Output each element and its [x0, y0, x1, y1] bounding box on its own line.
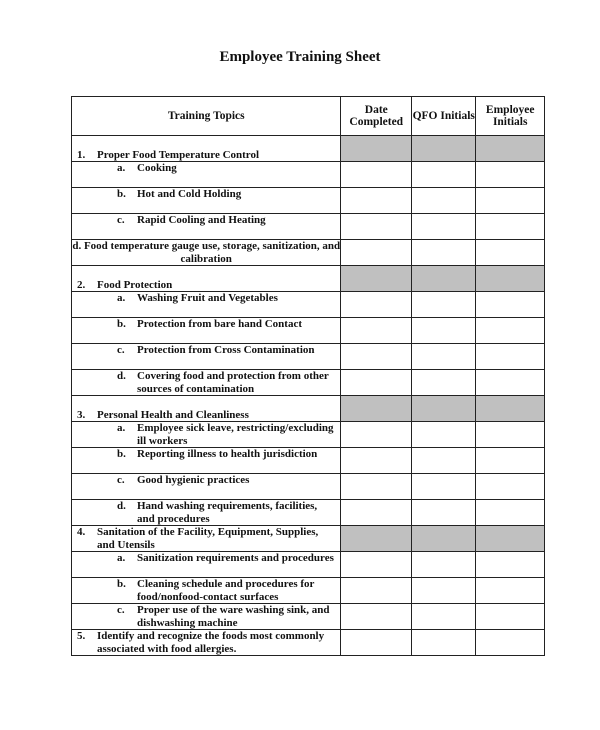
- table-row: [72, 448, 545, 474]
- topic-number: b.: [117, 188, 126, 200]
- topic-text: Identify and recognize the foods most commonly associated with food allergies.: [97, 630, 325, 655]
- topic-cell: [72, 370, 341, 396]
- topic-number: 5.: [77, 630, 86, 642]
- table-row: [72, 188, 545, 214]
- qfo-initials-cell[interactable]: [412, 292, 476, 318]
- date-completed-cell[interactable]: [341, 240, 412, 266]
- date-completed-cell: [341, 266, 412, 292]
- qfo-initials-cell[interactable]: [412, 214, 476, 240]
- topic-text: Personal Health and Cleanliness: [97, 408, 249, 421]
- header-employee-initials: Employee Initials: [476, 97, 545, 136]
- topic-number: c.: [117, 214, 125, 226]
- topic-cell: [72, 318, 341, 344]
- date-completed-cell[interactable]: [341, 578, 412, 604]
- topic-cell: [72, 604, 341, 630]
- qfo-initials-cell[interactable]: [412, 318, 476, 344]
- topic-text: Washing Fruit and Vegetables: [137, 292, 278, 304]
- table-row: [72, 162, 545, 188]
- table-row: [72, 240, 545, 266]
- date-completed-cell[interactable]: [341, 448, 412, 474]
- topic-number: 2.: [77, 278, 86, 291]
- table-row: [72, 292, 545, 318]
- topic-cell: [72, 162, 341, 188]
- topic-cell: [72, 136, 341, 162]
- date-completed-cell[interactable]: [341, 500, 412, 526]
- topic-number: d.: [117, 370, 126, 382]
- date-completed-cell[interactable]: [341, 552, 412, 578]
- topic-cell: [72, 500, 341, 526]
- header-qfo-initials: QFO Initials: [412, 97, 476, 136]
- date-completed-cell[interactable]: [341, 630, 412, 656]
- date-completed-cell[interactable]: [341, 188, 412, 214]
- topic-text: Protection from bare hand Contact: [137, 318, 302, 330]
- date-completed-cell[interactable]: [341, 292, 412, 318]
- topic-text: Hot and Cold Holding: [137, 188, 242, 200]
- header-training-topics: Training Topics: [72, 97, 341, 136]
- topic-text: Food Protection: [97, 278, 173, 291]
- topic-number: a.: [117, 162, 126, 174]
- topic-cell: [72, 552, 341, 578]
- topic-text: Reporting illness to health jurisdiction: [137, 448, 318, 460]
- employee-initials-cell[interactable]: [476, 422, 545, 448]
- section-row: [72, 136, 545, 162]
- topic-number: b.: [117, 318, 126, 330]
- employee-initials-cell[interactable]: [476, 604, 545, 630]
- section-row: [72, 526, 545, 552]
- topic-number: a.: [117, 292, 126, 304]
- employee-initials-cell[interactable]: [476, 630, 545, 656]
- topic-text: Sanitization requirements and procedures: [137, 552, 334, 564]
- employee-initials-cell: [476, 396, 545, 422]
- topic-text: Cooking: [137, 162, 177, 174]
- section-row: [72, 266, 545, 292]
- topic-cell: [72, 266, 341, 292]
- employee-initials-cell: [476, 136, 545, 162]
- topic-number: 1.: [77, 148, 86, 161]
- employee-initials-cell[interactable]: [476, 500, 545, 526]
- topic-number: c.: [117, 604, 125, 616]
- table-row: [72, 604, 545, 630]
- table-row: [72, 422, 545, 448]
- qfo-initials-cell[interactable]: [412, 370, 476, 396]
- date-completed-cell: [341, 526, 412, 552]
- header-row: [72, 97, 545, 136]
- topic-cell: [72, 422, 341, 448]
- qfo-initials-cell: [412, 266, 476, 292]
- topic-number: a.: [117, 422, 126, 434]
- table-row: [72, 552, 545, 578]
- topic-text: Cleaning schedule and procedures for food/nonfood-contact surfaces: [137, 578, 315, 603]
- topic-cell: [72, 578, 341, 604]
- topic-number: c.: [117, 344, 125, 356]
- qfo-initials-cell[interactable]: [412, 240, 476, 266]
- employee-initials-cell[interactable]: [476, 188, 545, 214]
- topic-text: d. Food temperature gauge use, storage, sanitization, and calibration: [72, 240, 341, 265]
- date-completed-cell[interactable]: [341, 370, 412, 396]
- employee-initials-cell[interactable]: [476, 448, 545, 474]
- topic-number: b.: [117, 448, 126, 460]
- topic-cell: [72, 474, 341, 500]
- employee-initials-cell[interactable]: [476, 474, 545, 500]
- qfo-initials-cell[interactable]: [412, 578, 476, 604]
- header-date-completed: Date Completed: [341, 97, 412, 136]
- section-row: [72, 396, 545, 422]
- table-row: [72, 474, 545, 500]
- employee-initials-cell[interactable]: [476, 344, 545, 370]
- topic-cell: [72, 214, 341, 240]
- table-row: [72, 344, 545, 370]
- employee-initials-cell[interactable]: [476, 370, 545, 396]
- topic-text: Hand washing requirements, facilities, and procedures: [137, 500, 318, 525]
- employee-initials-cell[interactable]: [476, 578, 545, 604]
- date-completed-cell[interactable]: [341, 474, 412, 500]
- employee-initials-cell[interactable]: [476, 292, 545, 318]
- topic-cell: [72, 630, 341, 656]
- qfo-initials-cell[interactable]: [412, 604, 476, 630]
- topic-text: Proper Food Temperature Control: [97, 148, 260, 161]
- qfo-initials-cell[interactable]: [412, 448, 476, 474]
- topic-number: c.: [117, 474, 125, 486]
- table-row: [72, 500, 545, 526]
- table-row: [72, 370, 545, 396]
- topic-text: Employee sick leave, restricting/excluding ill workers: [137, 422, 334, 447]
- topic-cell: [72, 188, 341, 214]
- table-row: [72, 578, 545, 604]
- topic-cell: [72, 526, 341, 552]
- topic-number: 4.: [77, 526, 86, 538]
- topic-cell: [72, 240, 341, 266]
- topic-cell: [72, 344, 341, 370]
- employee-initials-cell: [476, 526, 545, 552]
- topic-cell: [72, 448, 341, 474]
- date-completed-cell: [341, 136, 412, 162]
- qfo-initials-cell[interactable]: [412, 188, 476, 214]
- topic-text: Protection from Cross Contamination: [137, 344, 315, 356]
- table-row: [72, 318, 545, 344]
- qfo-initials-cell: [412, 136, 476, 162]
- table-row: [72, 214, 545, 240]
- employee-initials-cell[interactable]: [476, 552, 545, 578]
- qfo-initials-cell[interactable]: [412, 500, 476, 526]
- date-completed-cell[interactable]: [341, 214, 412, 240]
- table-row: [72, 630, 545, 656]
- qfo-initials-cell[interactable]: [412, 630, 476, 656]
- qfo-initials-cell[interactable]: [412, 162, 476, 188]
- topic-text: Proper use of the ware washing sink, and dishwashing machine: [137, 604, 330, 629]
- qfo-initials-cell[interactable]: [412, 552, 476, 578]
- qfo-initials-cell: [412, 526, 476, 552]
- topic-number: a.: [117, 552, 126, 564]
- date-completed-cell: [341, 396, 412, 422]
- qfo-initials-cell[interactable]: [412, 344, 476, 370]
- topic-text: Covering food and protection from other sources of contamination: [137, 370, 329, 395]
- qfo-initials-cell[interactable]: [412, 422, 476, 448]
- employee-initials-cell: [476, 266, 545, 292]
- date-completed-cell[interactable]: [341, 344, 412, 370]
- date-completed-cell[interactable]: [341, 162, 412, 188]
- topic-number: 3.: [77, 408, 86, 421]
- employee-initials-cell[interactable]: [476, 318, 545, 344]
- qfo-initials-cell[interactable]: [412, 474, 476, 500]
- qfo-initials-cell: [412, 396, 476, 422]
- employee-initials-cell[interactable]: [476, 240, 545, 266]
- date-completed-cell[interactable]: [341, 604, 412, 630]
- training-table: [71, 96, 545, 656]
- employee-initials-cell[interactable]: [476, 214, 545, 240]
- topic-text: Rapid Cooling and Heating: [137, 214, 266, 226]
- topic-text: Sanitation of the Facility, Equipment, Supplies, and Utensils: [97, 526, 319, 551]
- topic-number: d.: [117, 500, 126, 512]
- date-completed-cell[interactable]: [341, 318, 412, 344]
- topic-number: b.: [117, 578, 126, 590]
- document-title: Employee Training Sheet: [219, 49, 381, 65]
- topic-text: Good hygienic practices: [137, 474, 250, 486]
- topic-cell: [72, 396, 341, 422]
- date-completed-cell[interactable]: [341, 422, 412, 448]
- topic-cell: [72, 292, 341, 318]
- employee-initials-cell[interactable]: [476, 162, 545, 188]
